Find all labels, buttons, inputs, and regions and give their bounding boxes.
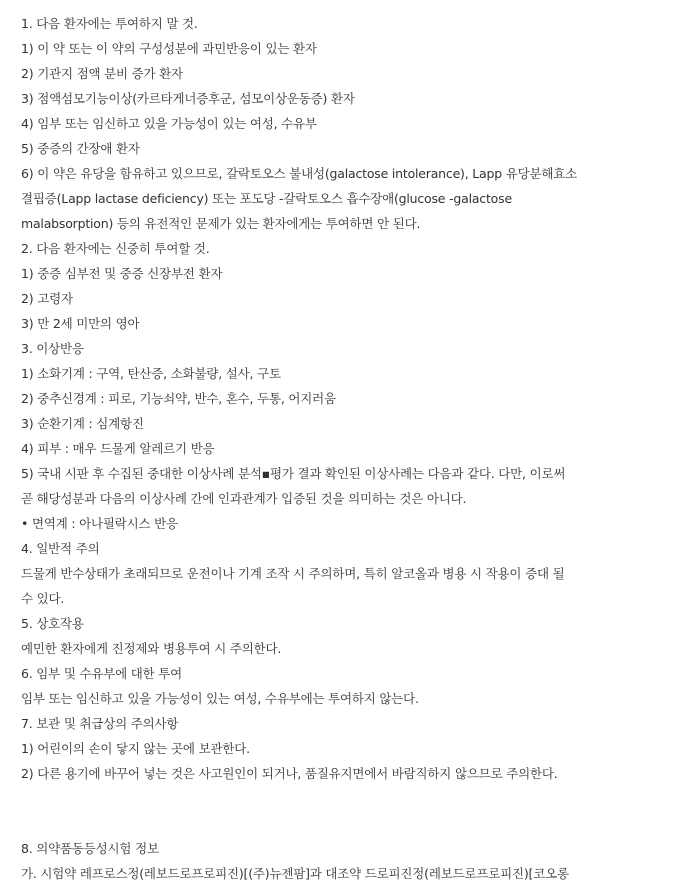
text-line: 5) 중증의 간장애 환자: [21, 141, 140, 156]
text-line: 4) 임부 또는 임신하고 있을 가능성이 있는 여성, 수유부: [21, 116, 317, 131]
text-line: 1) 어린이의 손이 닿지 않는 곳에 보관한다.: [21, 741, 250, 756]
text-line: 4) 피부 : 매우 드물게 알레르기 반응: [21, 441, 215, 456]
equivalence-section: [21, 836, 683, 886]
text-line: 결핍증(Lapp lactase deficiency) 또는 포도당 -갈락토오스 흡수장애(glucose -galactose: [21, 191, 512, 206]
text-line: 2) 중추신경계 : 피로, 기능쇠약, 반수, 혼수, 두통, 어지러움: [21, 391, 336, 406]
text-line: 3) 만 2세 미만의 영아: [21, 316, 140, 331]
text-line: 가. 시험약 레프로스정(레보드로프로피진)[(주)뉴젠팜]과 대조약 드로피진정(레보드로프로피진)[코오롱: [21, 866, 569, 881]
text-line: 예민한 환자에게 진정제와 병용투여 시 주의한다.: [21, 641, 282, 656]
section-gap: [21, 786, 683, 836]
text-line: 임부 또는 임신하고 있을 가능성이 있는 여성, 수유부에는 투여하지 않는다.: [21, 691, 419, 706]
text-line: 3. 이상반응: [21, 341, 84, 356]
text-line: 수 있다.: [21, 591, 65, 606]
text-line: 6. 임부 및 수유부에 대한 투여: [21, 666, 183, 681]
text-line: 4. 일반적 주의: [21, 541, 100, 556]
text-line: 곧 해당성분과 다음의 이상사례 간에 인과관계가 입증된 것을 의미하는 것은 아니다.: [21, 491, 467, 506]
precautions-section: [21, 11, 683, 786]
text-line: malabsorption) 등의 유전적인 문제가 있는 환자에게는 투여하면 안 된다.: [21, 216, 421, 231]
text-line: 1) 소화기계 : 구역, 탄산증, 소화불량, 설사, 구토: [21, 366, 281, 381]
text-line: 1. 다음 환자에는 투여하지 말 것.: [21, 16, 198, 31]
text-line: 드물게 반수상태가 초래되므로 운전이나 기계 조작 시 주의하며, 특히 알코올과 병용 시 작용이 증대 될: [21, 566, 565, 581]
text-line: 2) 다른 용기에 바꾸어 넣는 것은 사고원인이 되거나, 품질유지면에서 바람직하지 않으므로 주의한다.: [21, 766, 558, 781]
document-body: [21, 11, 683, 886]
text-line: 1) 중증 심부전 및 중증 신장부전 환자: [21, 266, 223, 281]
text-line: 3) 점액섬모기능이상(카르타게너증후군, 섬모이상운동증) 환자: [21, 91, 355, 106]
text-line: 1) 이 약 또는 이 약의 구성성분에 과민반응이 있는 환자: [21, 41, 317, 56]
text-line: 5) 국내 시판 후 수집된 중대한 이상사례 분석▪평가 결과 확인된 이상사례는 다음과 같다. 다만, 이로써: [21, 466, 566, 481]
text-line: 5. 상호작용: [21, 616, 84, 631]
text-line: 2) 기관지 점액 분비 증가 환자: [21, 66, 183, 81]
text-line: • 면역계 : 아나필락시스 반응: [21, 516, 178, 531]
text-line: 2) 고령자: [21, 291, 73, 306]
text-line: 7. 보관 및 취급상의 주의사항: [21, 716, 179, 731]
text-line: 2. 다음 환자에는 신중히 투여할 것.: [21, 241, 210, 256]
text-line: 8. 의약품동등성시험 정보: [21, 841, 159, 856]
text-line: 6) 이 약은 유당을 함유하고 있으므로, 갈락토오스 불내성(galactose intolerance), Lapp 유당분해효소: [21, 166, 578, 181]
text-line: 3) 순환기계 : 심계항진: [21, 416, 144, 431]
